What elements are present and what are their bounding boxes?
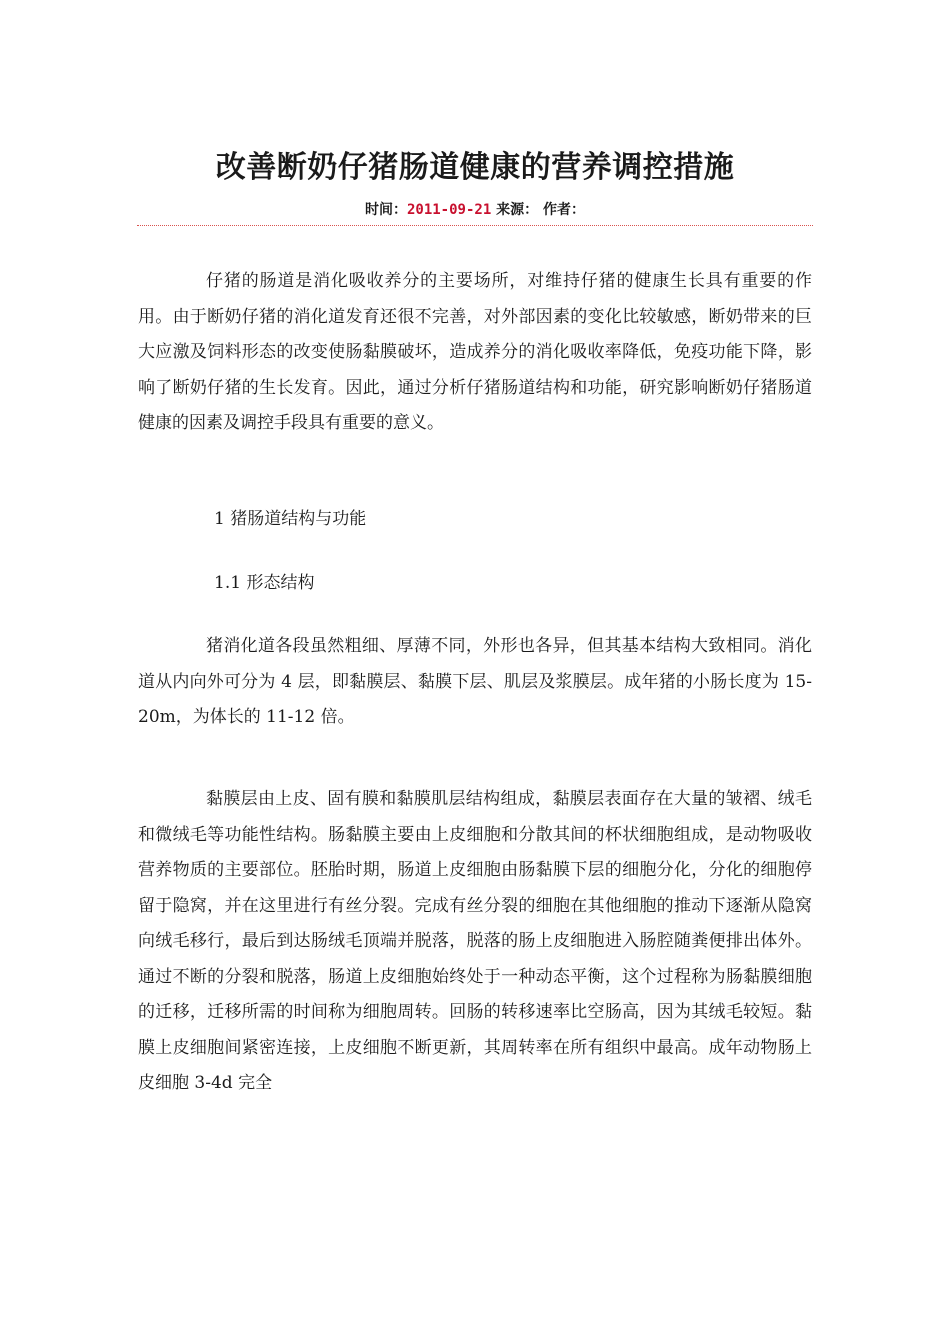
body-paragraph: 猪消化道各段虽然粗细、厚薄不同，外形也各异，但其基本结构大致相同。消化道从内向外可分为 4 层，即黏膜层、黏膜下层、肌层及浆膜层。成年猪的小肠长度为 15-20m，为体长的 11-12 倍。 [138, 636, 812, 727]
publish-date: 2011-09-21 [406, 202, 492, 218]
section-heading: 1 猪肠道结构与功能 [214, 509, 367, 529]
title-divider [137, 225, 813, 226]
body-paragraph: 黏膜层由上皮、固有膜和黏膜肌层结构组成，黏膜层表面存在大量的皱褶、绒毛和微绒毛等功能性结构。肠黏膜主要由上皮细胞和分散其间的杯状细胞组成，是动物吸收营养物质的主要部位。胚胎时期，肠道上皮细胞由肠黏膜下层的细胞分化，分化的细胞停留于隐窝，并在这里进行有丝分裂。完成有丝分裂的细胞在其他细胞的推动下逐渐从隐窝向绒毛移行，最后到达肠绒毛顶端并脱落，脱落的肠上皮细胞进入肠腔随粪便排出体外。通过不断的分裂和脱落，肠道上皮细胞始终处于一种动态平衡，这个过程称为肠黏膜细胞的迁移，迁移所需的时间称为细胞周转。回肠的转移速率比空肠高，因为其绒毛较短。黏膜上皮细胞间紧密连接，上皮细胞不断更新，其周转率在所有组织中最高。成年动物肠上皮细胞 3-4d 完全 [138, 789, 812, 1093]
article-title: 改善断奶仔猪肠道健康的营养调控措施 [215, 150, 735, 185]
subsection-heading: 1.1 形态结构 [214, 573, 315, 593]
source-label: 来源： [496, 202, 539, 218]
time-label: 时间： [364, 202, 407, 218]
body-paragraph: 仔猪的肠道是消化吸收养分的主要场所，对维持仔猪的健康生长具有重要的作用。由于断奶仔猪的消化道发育还很不完善，对外部因素的变化比较敏感，断奶带来的巨大应激及饲料形态的改变使肠黏膜破坏，造成养分的消化吸收率降低，免疫功能下降，影响了断奶仔猪的生长发育。因此，通过分析仔猪肠道结构和功能，研究影响断奶仔猪肠道健康的因素及调控手段具有重要的意义。 [138, 271, 812, 433]
article-meta [0, 200, 950, 220]
author-label: 作者： [543, 202, 586, 218]
